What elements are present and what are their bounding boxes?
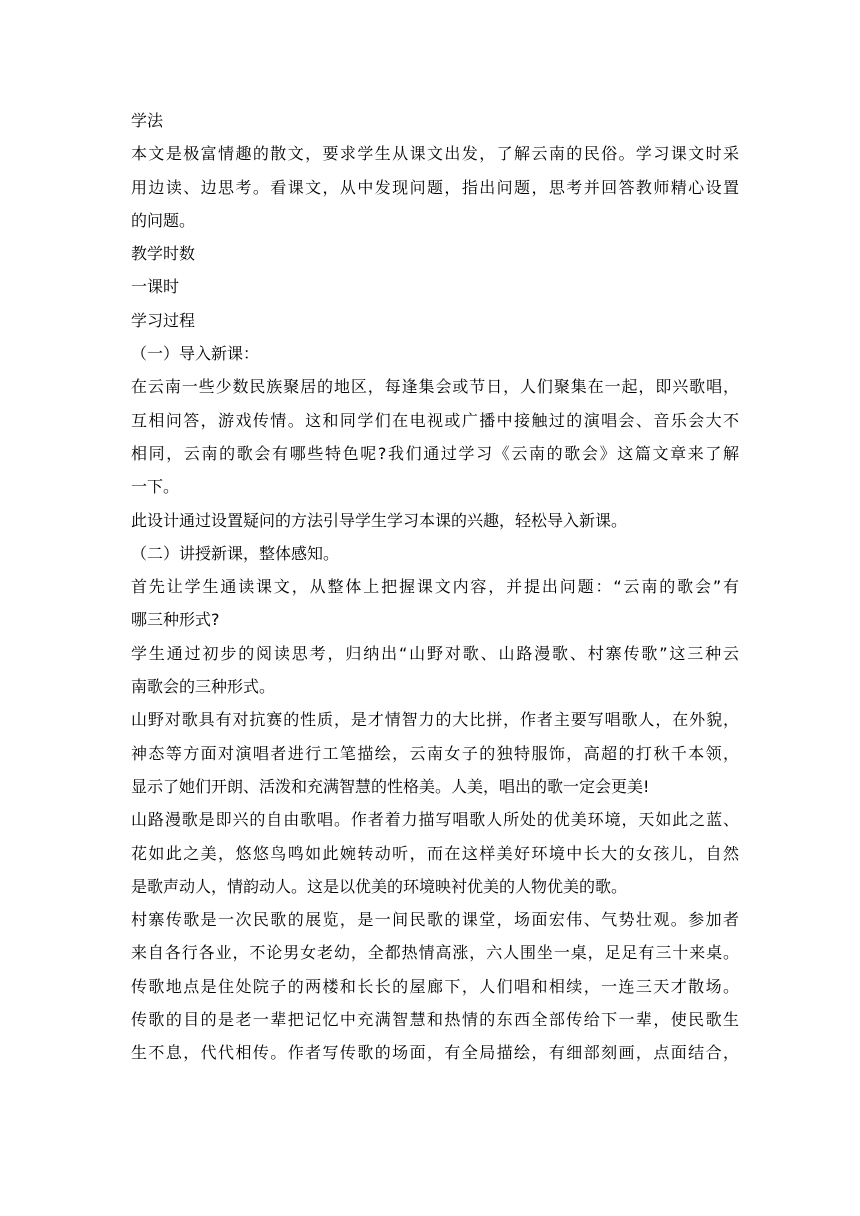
paragraph-line: 哪三种形式?	[131, 610, 220, 630]
paragraph-line: 在云南一些少数民族聚居的地区，每逢集会或节日，人们聚集在一起，即兴歌唱，	[131, 377, 739, 397]
paragraph-line: 神态等方面对演唱者进行工笔描绘，云南女子的独特服饰，高超的打秋千本领，	[131, 743, 739, 763]
section-heading-new-lesson: （二）讲授新课，整体感知。	[131, 543, 340, 563]
heading-learning-process: 学习过程	[131, 310, 196, 330]
paragraph-line: 相同，云南的歌会有哪些特色呢?我们通过学习《云南的歌会》这篇文章来了解	[131, 443, 739, 463]
paragraph-line: 来自各行各业，不论男女老幼，全都热情高涨，六人围坐一桌，足足有三十来桌。	[131, 943, 739, 963]
document-body	[131, 104, 739, 1070]
paragraph-line: 山路漫歌是即兴的自由歌唱。作者着力描写唱歌人所处的优美环境，天如此之蓝、	[131, 810, 739, 830]
paragraph-line: 互相问答，游戏传情。这和同学们在电视或广播中接触过的演唱会、音乐会大不	[131, 410, 739, 430]
paragraph-line: 一课时	[131, 277, 180, 297]
paragraph-line: 显示了她们开朗、活泼和充满智慧的性格美。人美，唱出的歌一定会更美!	[131, 776, 650, 796]
paragraph-line: 用边读、边思考。看课文，从中发现问题，指出问题，思考并回答教师精心设置	[131, 177, 739, 197]
heading-teaching-hours: 教学时数	[131, 244, 196, 264]
paragraph-line: 本文是极富情趣的散文，要求学生从课文出发，了解云南的民俗。学习课文时采	[131, 144, 739, 164]
paragraph-line: 山野对歌具有对抗赛的性质，是才情智力的大比拼，作者主要写唱歌人，在外貌，	[131, 710, 739, 730]
paragraph-line: 传歌地点是住处院子的两楼和长长的屋廊下，人们唱和相续，一连三天才散场。	[131, 976, 739, 996]
paragraph-line: 学生通过初步的阅读思考，归纳出“山野对歌、山路漫歌、村寨传歌”这三种云	[131, 643, 739, 663]
heading-study-method: 学法	[131, 111, 164, 130]
paragraph-line: 是歌声动人，情韵动人。这是以优美的环境映衬优美的人物优美的歌。	[131, 876, 628, 896]
paragraph-line: 的问题。	[131, 210, 196, 230]
paragraph-line: 生不息，代代相传。作者写传歌的场面，有全局描绘，有细部刻画，点面结合，	[131, 1043, 739, 1063]
paragraph-line: 村寨传歌是一次民歌的展览，是一间民歌的课堂，场面宏伟、气势壮观。参加者	[131, 910, 739, 930]
paragraph-line: 此设计通过设置疑问的方法引导学生学习本课的兴趣，轻松导入新课。	[131, 510, 628, 530]
paragraph-line: 传歌的目的是老一辈把记忆中充满智慧和热情的东西全部传给下一辈，使民歌生	[131, 1010, 739, 1030]
paragraph-line: 花如此之美，悠悠鸟鸣如此婉转动听，而在这样美好环境中长大的女孩儿，自然	[131, 843, 739, 863]
paragraph-line: 首先让学生通读课文，从整体上把握课文内容，并提出问题：“云南的歌会”有	[131, 577, 739, 597]
paragraph-line: 南歌会的三种形式。	[131, 677, 276, 697]
section-heading-intro: （一）导入新课：	[131, 344, 260, 364]
paragraph-line: 一下。	[131, 477, 180, 497]
